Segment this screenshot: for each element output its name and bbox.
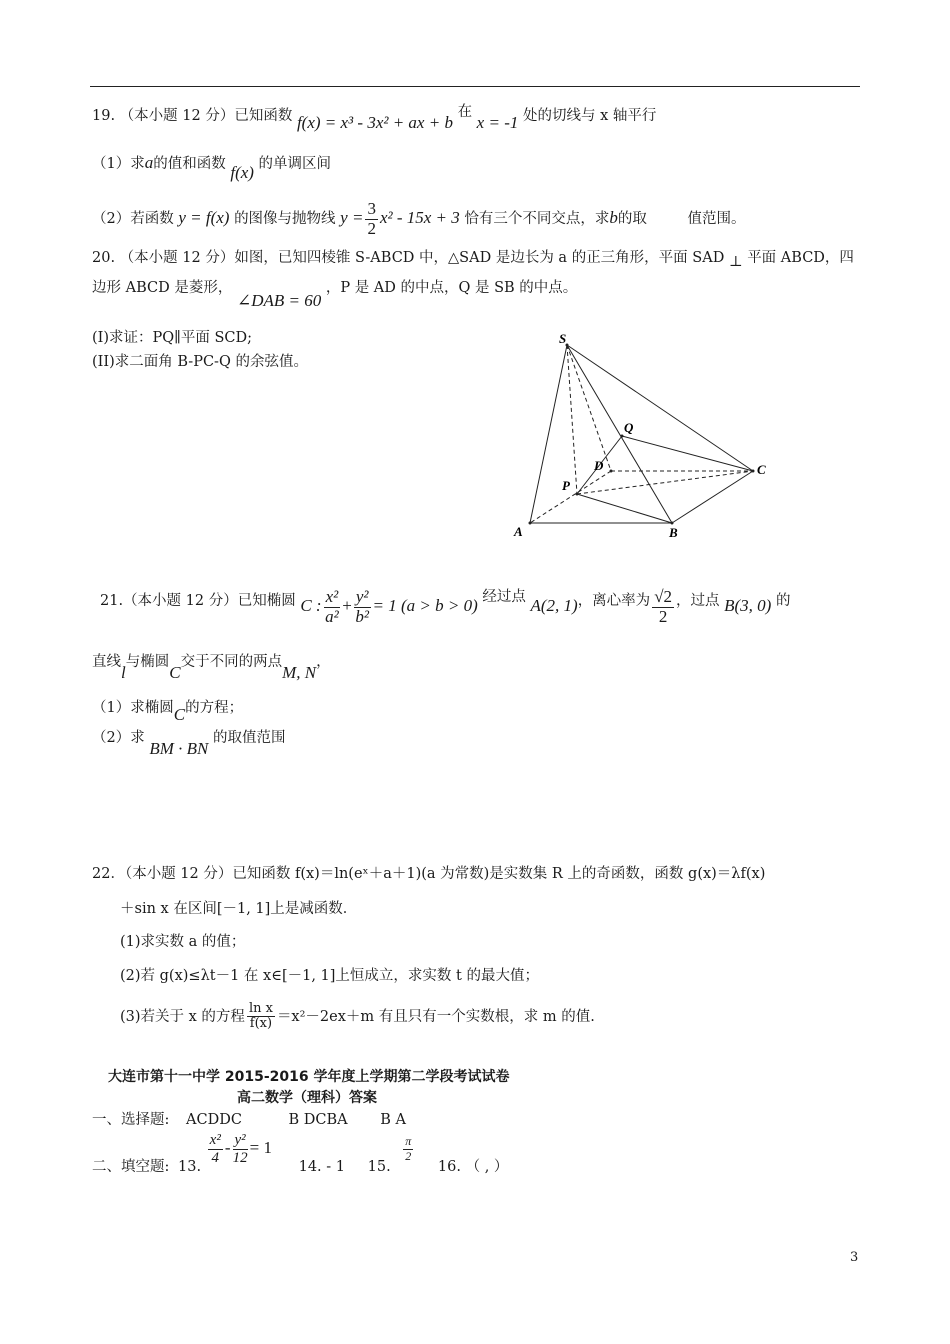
q19-frac (365, 200, 378, 238)
q20-part2: (II)求二面角 B-PC-Q 的余弦值。 (92, 354, 308, 370)
q20-line2 (92, 276, 578, 310)
q22-frac-num: ln x (248, 1001, 273, 1016)
edge-SB (567, 345, 672, 523)
q19-frac-den: 2 (367, 218, 376, 238)
q20-line1-tail: 平面 ABCD，四 (747, 250, 854, 266)
q21-part2 (92, 726, 286, 758)
a13-frac-x (208, 1132, 223, 1166)
edge-PC (577, 471, 753, 494)
q19-p1-a: （1）求 (92, 156, 145, 172)
q21-B: B(3, 0) (724, 596, 772, 616)
q19-part2 (92, 200, 746, 238)
choice-label: 一、选择题: (92, 1112, 170, 1128)
answer-subtitle: 高二数学（理科）答案 (237, 1090, 377, 1106)
pyramid-figure (505, 330, 785, 545)
q21-p2-a: （2）求 (92, 730, 145, 746)
q21-eq: = 1 (a > b > 0) (372, 596, 478, 616)
a13-xn: x² (209, 1132, 221, 1148)
q21-via: ，过点 (676, 593, 720, 610)
choice-answers-1: ACDDC (186, 1112, 242, 1128)
q19-p2-var: b (609, 208, 618, 228)
answer-fill-row (92, 1132, 509, 1175)
q22-line1: 22．（本小题 12 分）已知函数 f(x)＝ln(eˣ＋a＋1)(a 为常数)是实数集 R 上的奇函数，函数 g(x)＝λf(x) (92, 866, 766, 882)
edge-SC (567, 345, 753, 471)
q19-p1-b: 的值和函数 (153, 156, 226, 172)
q19-line1 (92, 104, 657, 132)
a16: 16. （ , ） (437, 1159, 509, 1175)
edge-QC (622, 436, 753, 471)
a13-xd: 4 (211, 1149, 219, 1166)
q21-of: 的 (775, 593, 791, 610)
q21-l: l (121, 663, 126, 682)
edge-SA (530, 345, 567, 523)
q19-p2-expr2-pre: y = (340, 208, 364, 228)
q21-fx-d: a² (325, 606, 339, 626)
a13-eq: = 1 (249, 1138, 272, 1157)
q22-line2: ＋sin x 在区间[－1, 1]上是减函数． (120, 901, 358, 917)
q21-p1-b: 的方程； (185, 700, 244, 716)
q21-part1 (92, 696, 244, 724)
q19-at: 在 (457, 104, 473, 120)
fill-label: 二、填空题: (92, 1159, 170, 1175)
edge-SP (567, 345, 577, 494)
a13-frac-y (233, 1132, 248, 1166)
q21-frac-x (324, 588, 341, 626)
label-P: P (562, 478, 570, 493)
q21-frac-e (652, 588, 674, 626)
q19-part1 (92, 152, 332, 182)
q22-p3-a: (3)若关于 x 的方程 (120, 1008, 245, 1025)
q19-head: 19. （本小题 12 分）已知函数 (92, 108, 293, 124)
a13-yd: 12 (232, 1149, 248, 1166)
q19-p2-expr1: y = f(x) (178, 208, 230, 228)
q22-part3 (120, 1002, 595, 1032)
q19-p2-expr2-post: x² - 15x + 3 (379, 208, 460, 228)
q21-p1-C: C (173, 705, 186, 724)
q20-line2-b: ，P 是 AD 的中点，Q 是 SB 的中点。 (325, 280, 578, 296)
q20-line1 (92, 246, 854, 270)
label-C: C (757, 462, 766, 477)
q21-fy-n: y² (355, 587, 369, 606)
a15-d: 2 (405, 1148, 412, 1163)
q19-p1-c: 的单调区间 (258, 156, 332, 172)
q19-p2-d: 的取 (617, 211, 647, 228)
q21-pass: 经过点 (482, 589, 526, 606)
q19-p1-fx: f(x) (230, 163, 254, 182)
q21-plus: + (342, 596, 352, 616)
q21-fy-d: b² (355, 606, 369, 626)
q19-p2-c: 恰有三个不同交点，求 (464, 211, 610, 228)
q21-line2 (92, 650, 331, 682)
q20-line2-a: 边形 ABCD 是菱形， (92, 280, 233, 296)
q21-MN: M, N (282, 663, 317, 682)
q19-p2-a: （2）若函数 (92, 211, 174, 228)
a14: 14. - 1 (298, 1159, 346, 1175)
a15-num: 15. (367, 1159, 391, 1175)
page-number: 3 (850, 1250, 859, 1265)
q20-part1: (I)求证：PQ∥平面 SCD; (92, 330, 253, 346)
label-Q: Q (624, 420, 634, 435)
a13-num: 13. (178, 1159, 202, 1175)
q19-function: f(x) = x³ - 3x² + ax + b (296, 113, 453, 132)
q21-line2-b: 与椭圆 (125, 654, 170, 670)
edge-DA (530, 471, 611, 523)
label-D: D (594, 458, 604, 473)
q19-tail: 处的切线与 x 轴平行 (522, 108, 657, 124)
q19-p1-var: a (144, 153, 154, 172)
q21-e-d: 2 (658, 606, 668, 626)
q20-line1-text: 20. （本小题 12 分）如图，已知四棱锥 S-ABCD 中，△SAD 是边长为 a 的正三角形，平面 SAD (92, 250, 725, 266)
q19-p2-b: 的图像与抛物线 (234, 211, 336, 228)
a13-minus: - (224, 1138, 231, 1157)
q21-p2-expr: BM · BN (149, 739, 209, 758)
q21-p2-b: 的取值范围 (212, 730, 286, 746)
q21-line2-a: 直线 (92, 654, 121, 670)
q21-A: A(2, 1) (530, 596, 578, 616)
q21-fx-n: x² (325, 587, 339, 606)
q22-part1: (1)求实数 a 的值； (120, 934, 246, 950)
q19-frac-num: 3 (367, 199, 376, 218)
choice-answers-2: B DCBA (288, 1112, 348, 1128)
a15-frac (403, 1135, 413, 1162)
q21-line1 (100, 588, 790, 626)
a15-n: π (405, 1134, 412, 1149)
a13-yn: y² (234, 1132, 246, 1148)
q19-xval: x = -1 (476, 113, 519, 132)
q21-C: C : (300, 596, 322, 616)
label-S: S (559, 331, 567, 346)
q21-line2-c: 交于不同的两点 (180, 654, 283, 670)
q22-frac-den: f(x) (249, 1016, 273, 1032)
q19-p2-e: 值范围。 (687, 211, 746, 228)
answer-choice-row (92, 1108, 406, 1129)
q22-part2: (2)若 g(x)≤λt－1 在 x∈[－1, 1]上恒成立，求实数 t 的最大值； (120, 968, 539, 984)
q21-comma: ， (316, 654, 331, 670)
q22-frac (247, 1002, 275, 1032)
q20-angle: ∠DAB = 60 (236, 291, 322, 310)
q21-e-n: √2 (654, 587, 673, 606)
q20-perp: ⊥ (728, 254, 743, 270)
q22-p3-b: ＝x²－2ex＋m 有且只有一个实数根，求 m 的值. (276, 1008, 595, 1025)
q21-frac-y (354, 588, 371, 626)
answer-title: 大连市第十一中学 2015-2016 学年度上学期第二学段考试试卷 (108, 1069, 510, 1085)
q21-ecc: ，离心率为 (577, 593, 651, 610)
choice-answers-3: B A (380, 1112, 407, 1128)
label-A: A (514, 524, 523, 539)
pyramid-diagram (505, 330, 785, 545)
edge-BC (672, 471, 753, 523)
header-rule (90, 86, 860, 87)
q21-p1-a: （1）求椭圆 (92, 700, 174, 716)
q21-head: 21.（本小题 12 分）已知椭圆 (100, 593, 296, 610)
label-B: B (669, 525, 678, 540)
q21-C2: C (169, 663, 181, 682)
